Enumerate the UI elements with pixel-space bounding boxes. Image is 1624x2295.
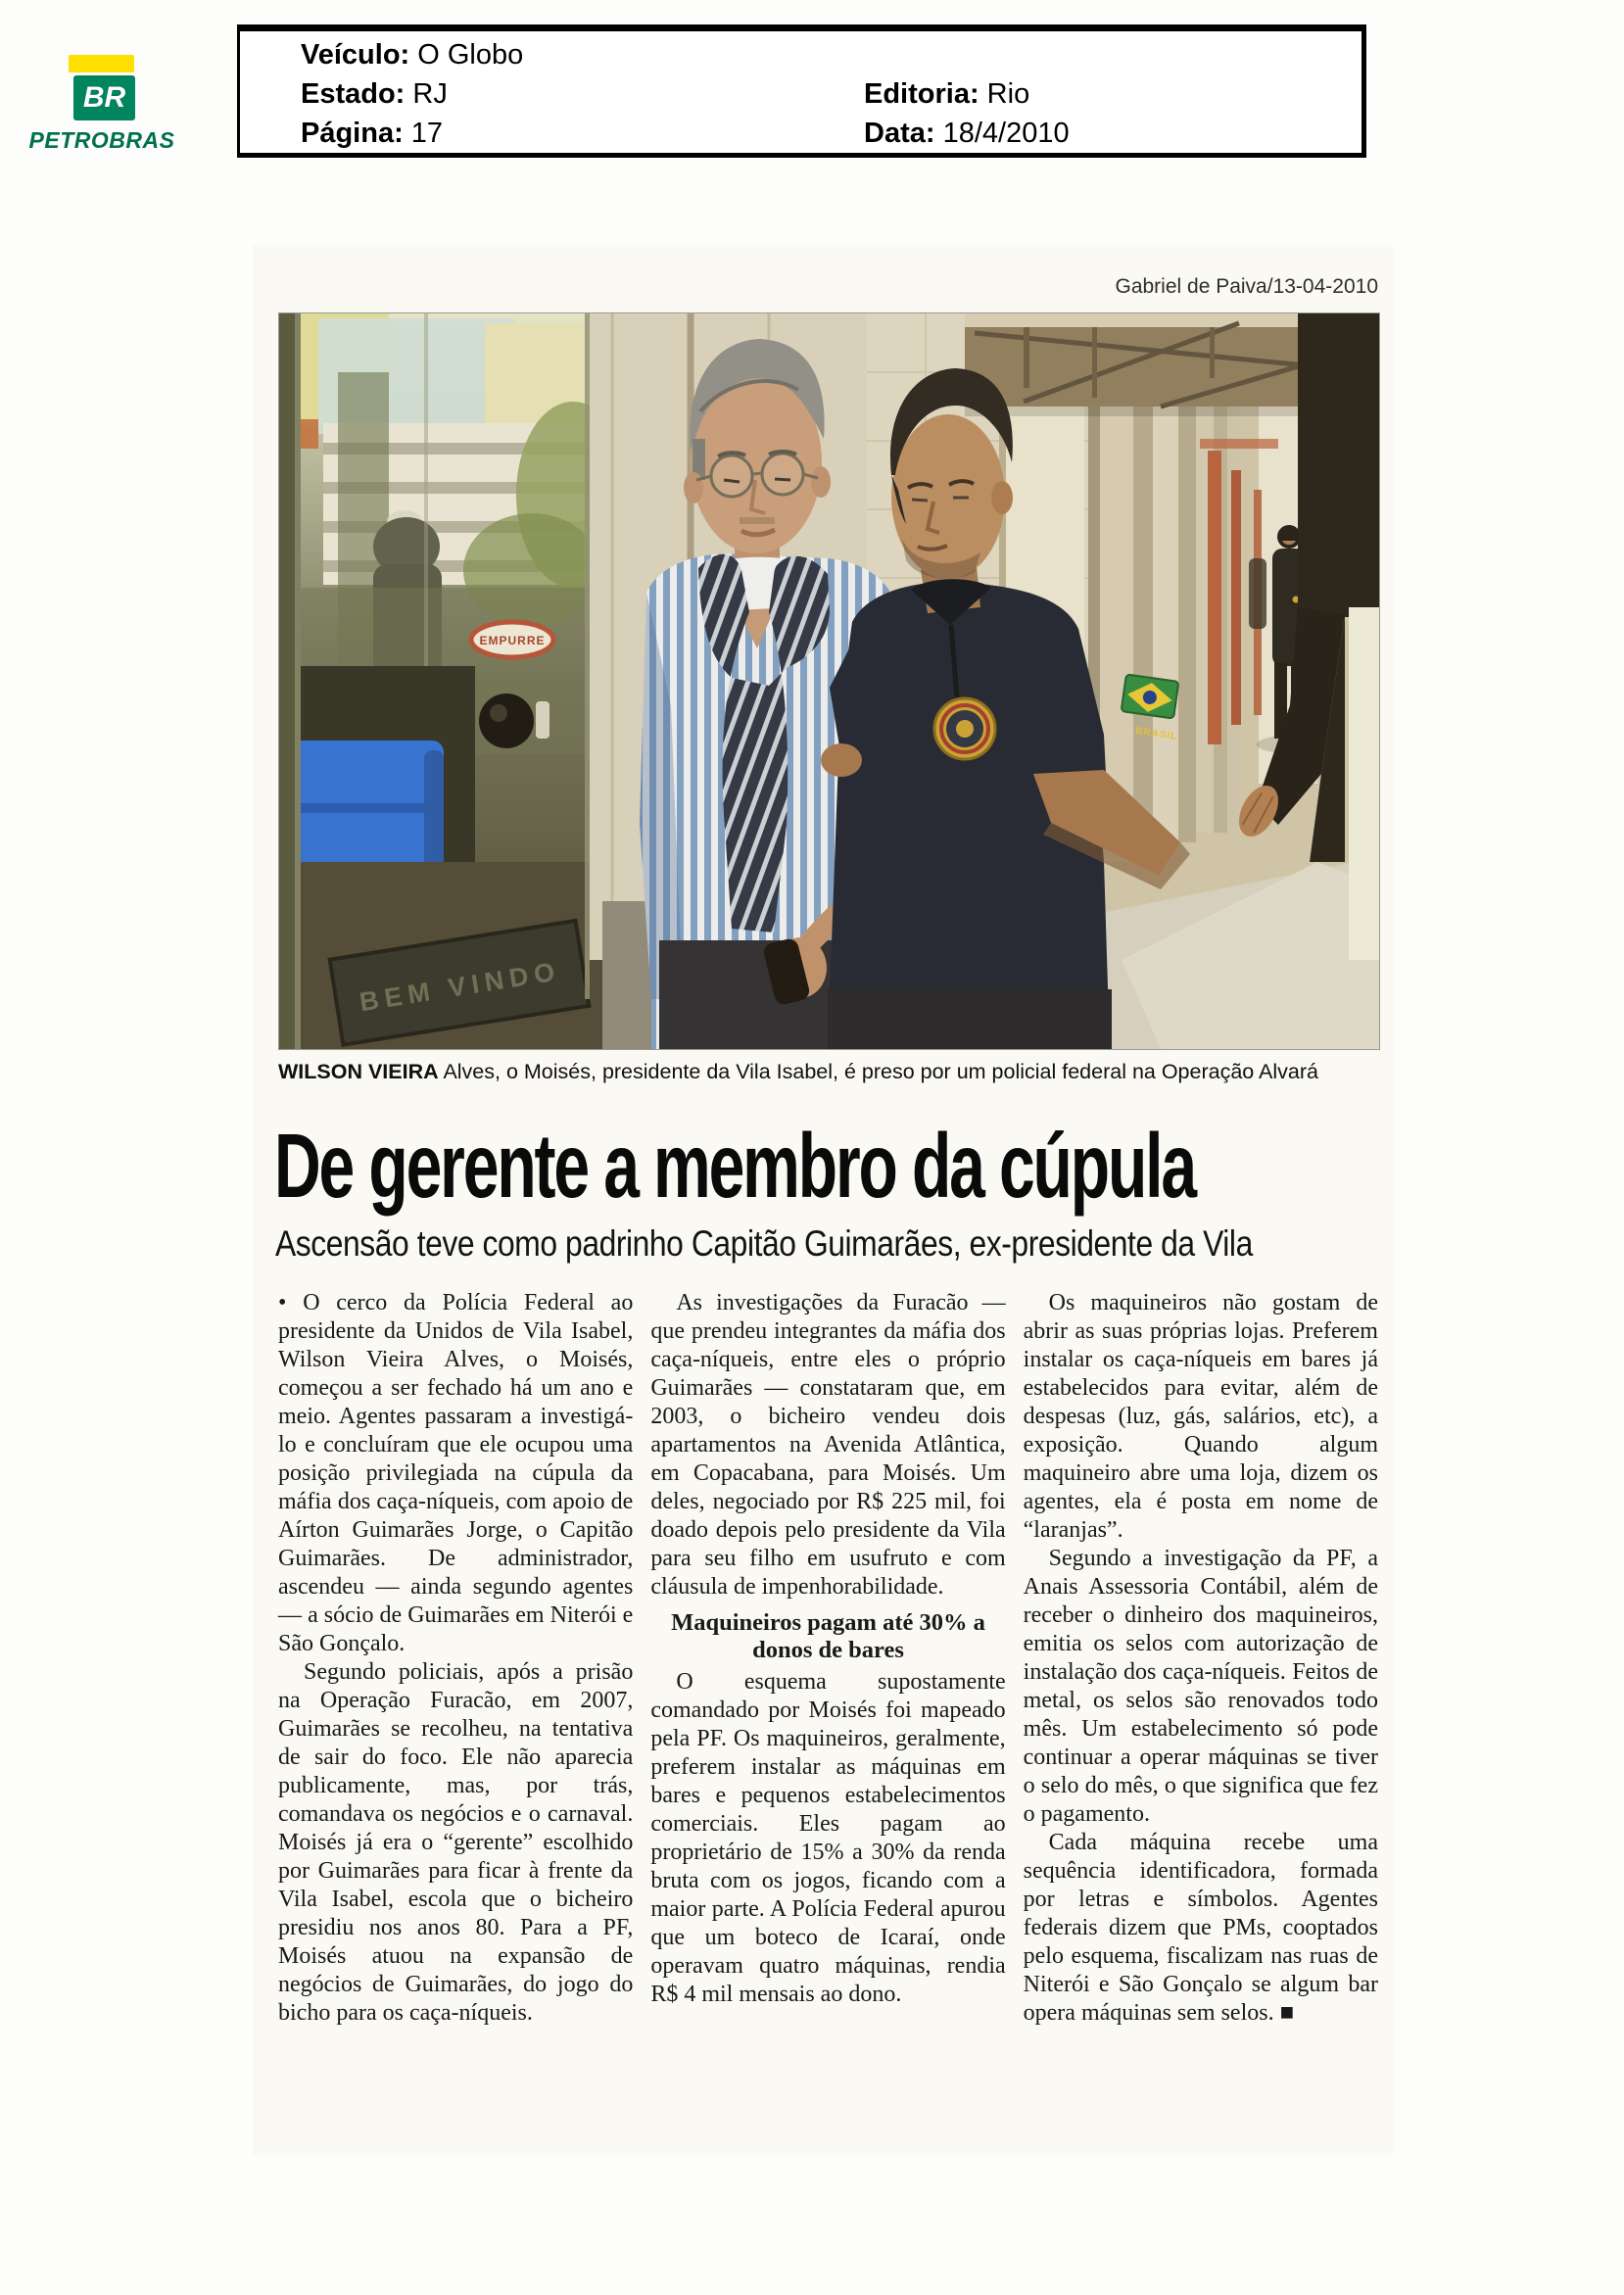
field-data-label: Data: [864,118,935,149]
petrobras-br-icon [73,75,135,120]
article-body [278,1289,1378,2028]
field-pagina-label: Página: [301,118,404,149]
article-column-2 [650,1289,1005,2028]
paragraph: • O cerco da Polícia Federal ao presidente da Unidos de Vila Isabel, Wilson Vieira Alves, o Moisés, começou a ser fechado há um ano e meio. Agentes passaram a investigá-lo e concluíram que ele ocupou uma posição privilegiada na cúpula da máfia dos caça-níqueis, com apoio de Aírton Guimarães Jorge, o Capitão Guimarães. De administrador, ascendeu — ainda segundo agentes — a sócio de Guimarães em Niterói e São Gonçalo. [278,1290,634,1656]
field-veiculo-value: O Globo [409,39,524,71]
column-subhead: Maquineiros pagam até 30% a donos de bares [671,1609,985,1663]
welcome-mat-text: BEM VINDO [358,956,563,1018]
field-estado-value: RJ [405,78,448,110]
photo-credit: Gabriel de Paiva/13-04-2010 [1115,275,1378,298]
paragraph: Segundo a investigação da PF, a Anais Assessoria Contábil, além de receber o dinheiro dos maquineiros, emitia os selos com autorização de instalação dos caça-níqueis. Feitos de metal, os selos são renovados todo mês. Um estabelecimento só pode continuar a operar máquinas se tiver o selo do mês, o que significa que fez o pagamento. [1023,1546,1378,1827]
paragraph: As investigações da Furacão — que prendeu integrantes da máfia dos caça-níqueis, entre eles o próprio Guimarães — constataram que, em 2003, o bicheiro vendeu dois apartamentos na Avenida Atlântica, em Copacabana, para Moisés. Um deles, negociado por R$ 225 mil, foi doado depois pelo presidente da Vila para seu filho em usufruto e com cláusula de impenhorabilidade. [650,1290,1006,1600]
photo-caption [278,1060,1390,1084]
paragraph: Cada máquina recebe uma sequência identificadora, formada por letras e símbolos. Agentes federais dizem que PMs, cooptados pelo esquema, fiscalizam nas ruas de Niterói e São Gonçalo se algum bar opera máquinas sem selos. ■ [1023,1830,1378,2026]
field-estado-label: Estado: [301,78,406,110]
article-column-3 [1024,1289,1378,2028]
paragraph: Segundo policiais, após a prisão na Operação Furacão, em 2007, Guimarães se recolheu, na tentativa de sair do foco. Ele não aparecia publicamente, mas, por trás, comandava os negócios e o carnaval. Moisés já era o “gerente” escolhido por Guimarães para ficar à frente da Vila Isabel, escola que o bicheiro presidiu nos anos 80. Para a PF, Moisés atuou na expansão de negócios de Guimarães, do jogo do bicho para os caça-níqueis. [278,1659,634,2026]
paragraph: O esquema supostamente comandado por Moisés foi mapeado pela PF. Os maquineiros, geralmente, preferem instalar as máquinas em bares e pequenos estabelecimentos comerciais. Eles pagam ao proprietário de 15% a 30% da renda bruta com os jogos, ficando com a maior parte. A Polícia Federal apurou que um boteco de Icaraí, onde operavam quatro máquinas, rendia R$ 4 mil mensais ao dono. [650,1669,1006,2007]
field-pagina-value: 17 [403,118,444,149]
clipping-metadata-box [237,24,1366,158]
field-estado [301,78,448,111]
petrobras-wordmark: PETROBRAS [28,127,175,153]
photo-caption-lead: WILSON VIEIRA [278,1060,439,1083]
petrobras-br-text: BR [82,81,126,114]
article-column-1 [278,1289,633,2028]
field-editoria [864,78,1029,111]
field-veiculo-label: Veículo: [301,39,410,71]
photo-caption-rest: Alves, o Moisés, presidente da Vila Isabel, é preso por um policial federal na Operação Alvará [438,1060,1318,1083]
field-editoria-value: Rio [979,78,1030,110]
news-photo-illustration [279,313,1379,1049]
news-photo [278,312,1380,1050]
field-editoria-label: Editoria: [864,78,979,110]
push-sign-text: EMPURRE [479,634,546,647]
field-data-value: 18/4/2010 [934,118,1070,149]
article-subheadline: Ascensão teve como padrinho Capitão Guimarães, ex-presidente da Vila [275,1223,1253,1264]
petrobras-logo-yellow-bar [69,55,134,72]
field-veiculo [301,39,523,72]
photo-tint-overlay [279,313,1379,1049]
flag-patch-text: BRASIL [1134,726,1178,742]
field-pagina [301,118,443,150]
field-data [864,118,1070,150]
paragraph: Os maquineiros não gostam de abrir as suas próprias lojas. Preferem instalar os caça-níqueis em bares já estabelecidos para evitar, além de despesas (luz, gás, salários, etc), a exposição. Quando algum maquineiro abre uma loja, dizem os agentes, ela é posta em nome de “laranjas”. [1023,1290,1378,1543]
article-headline: De gerente a membro da cúpula [274,1115,1195,1217]
